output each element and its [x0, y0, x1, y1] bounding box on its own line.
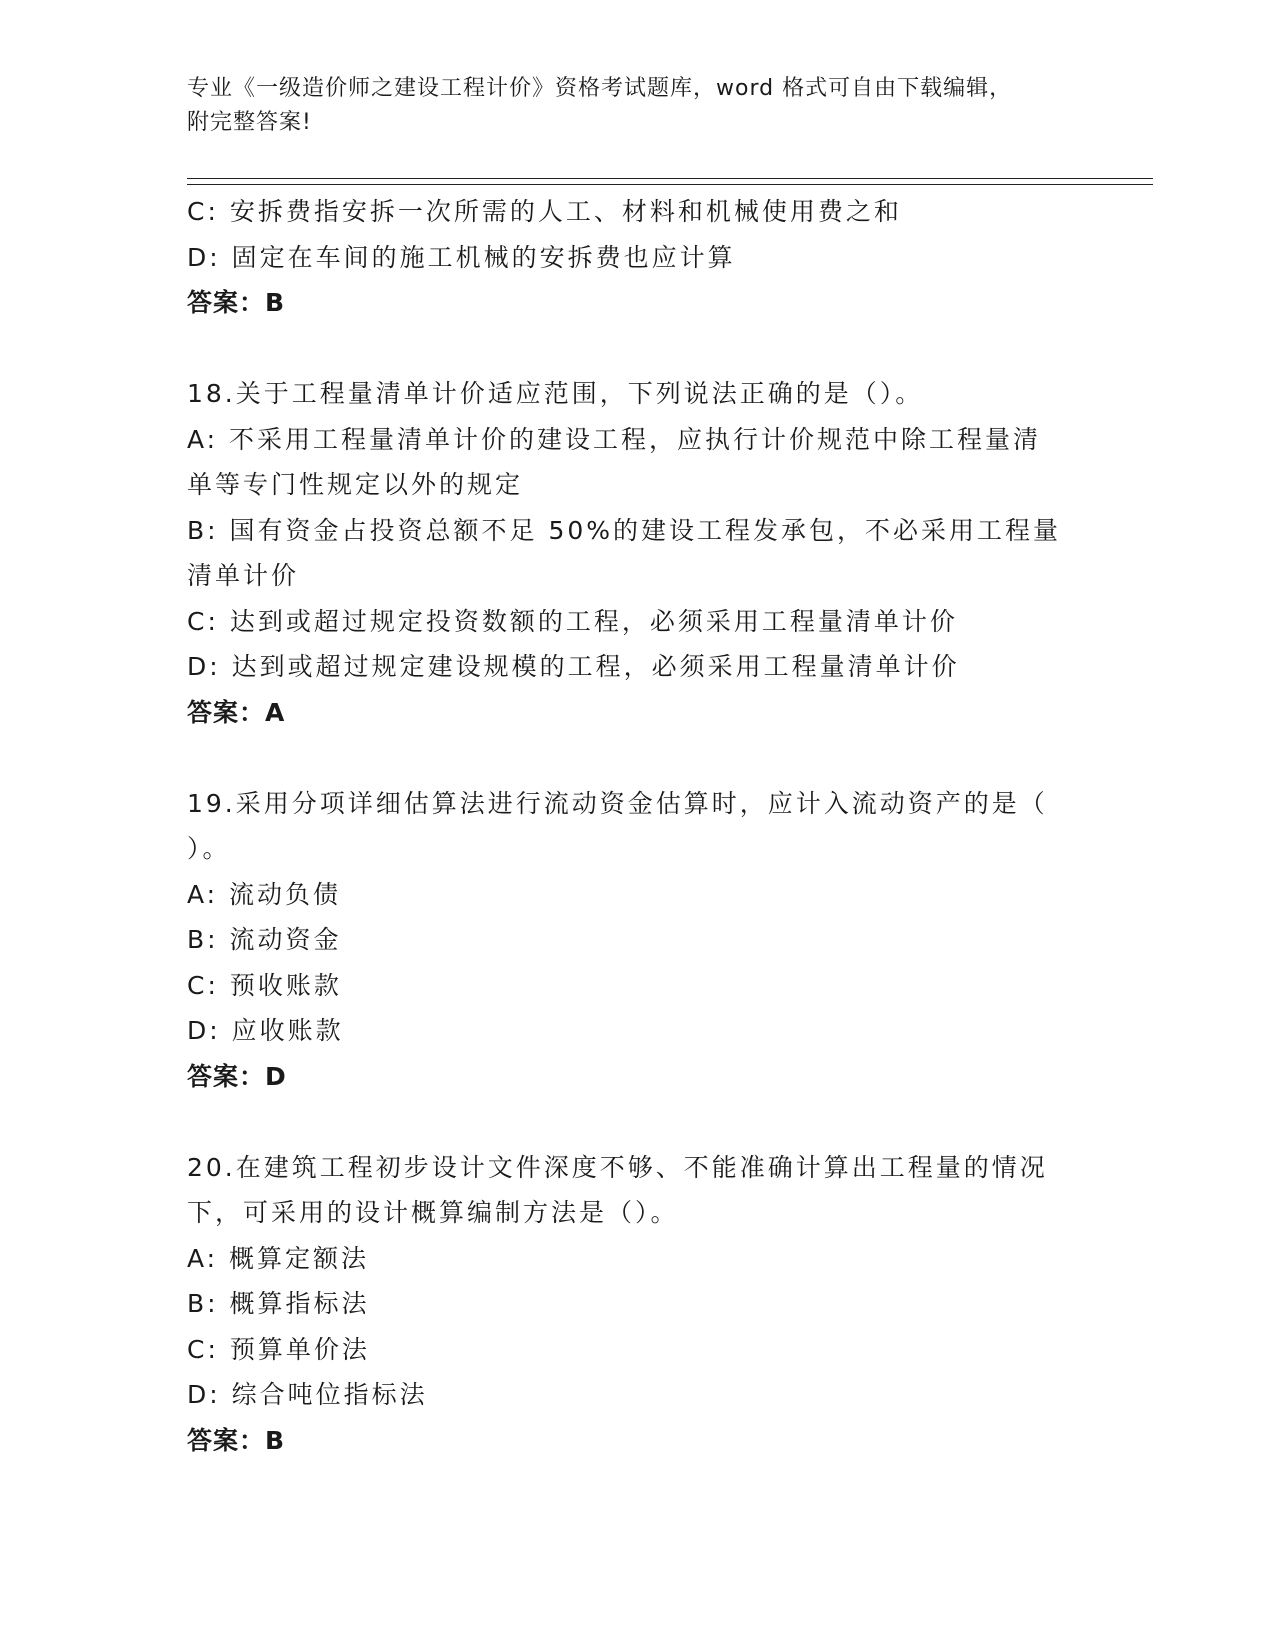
option-c: C: 预算单价法: [187, 1334, 370, 1364]
question-19: [187, 781, 1087, 1100]
answer: 答案：B: [187, 1425, 286, 1455]
option-b: B: 概算指标法: [187, 1289, 370, 1318]
option-d: D: 综合吨位指标法: [187, 1380, 428, 1409]
spacer: [187, 326, 1087, 372]
page-header: [187, 72, 1067, 140]
option-c: C: 达到或超过规定投资数额的工程，必须采用工程量清单计价: [187, 606, 958, 636]
option-a: A: 不采用工程量清单计价的建设工程，应执行计价规范中除工程量清: [187, 424, 1042, 454]
header-line: 专业《一级造价师之建设工程计价》资格考试题库，word 格式可自由下载编辑，: [187, 76, 1013, 101]
spacer: [187, 1099, 1087, 1145]
answer: 答案：A: [187, 697, 286, 727]
answer: 答案：D: [187, 1061, 287, 1091]
option-b: B: 国有资金占投资总额不足 50%的建设工程发承包，不必采用工程量: [187, 515, 1062, 545]
option-d: D: 固定在车间的施工机械的安拆费也应计算: [187, 242, 736, 272]
option-c: C: 预收账款: [187, 970, 342, 1000]
option-a-continued: 单等专门性规定以外的规定: [187, 470, 524, 499]
question-stem: 18.关于工程量清单计价适应范围，下列说法正确的是（）。: [187, 379, 924, 408]
question-20: [187, 1145, 1087, 1464]
option-a: A: 概算定额法: [187, 1243, 370, 1273]
header-divider-bottom: [187, 184, 1153, 185]
header-divider-top: [187, 178, 1153, 179]
option-d: D: 达到或超过规定建设规模的工程，必须采用工程量清单计价: [187, 652, 960, 681]
question-stem-continued: ）。: [187, 834, 231, 863]
option-b-continued: 清单计价: [187, 561, 300, 590]
spacer: [187, 735, 1087, 781]
option-b: B: 流动资金: [187, 925, 342, 954]
option-d: D: 应收账款: [187, 1016, 344, 1045]
question-stem: 19.采用分项详细估算法进行流动资金估算时，应计入流动资产的是（: [187, 788, 1048, 818]
question-list: [187, 189, 1087, 1463]
question-17-continued: [187, 189, 1087, 326]
option-c: C: 安拆费指安拆一次所需的人工、材料和机械使用费之和: [187, 197, 902, 226]
header-line: 附完整答案!: [187, 110, 312, 135]
question-18: [187, 371, 1087, 735]
option-a: A: 流动负债: [187, 879, 342, 909]
answer: 答案：B: [187, 288, 286, 317]
question-stem-continued: 下，可采用的设计概算编制方法是（）。: [187, 1198, 679, 1227]
question-stem: 20.在建筑工程初步设计文件深度不够、不能准确计算出工程量的情况: [187, 1152, 1048, 1182]
